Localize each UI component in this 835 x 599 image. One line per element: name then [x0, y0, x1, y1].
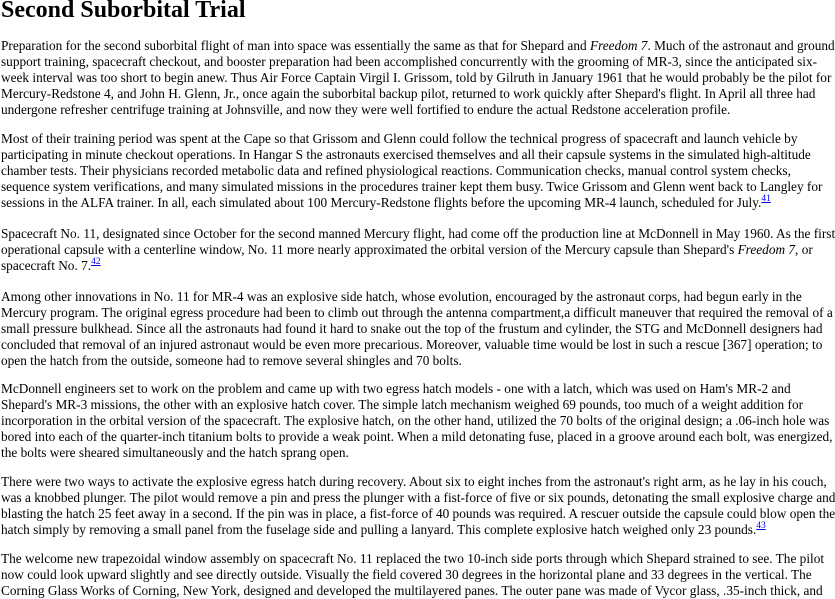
text-line	[1, 242, 813, 258]
italic-title: Freedom 7	[589, 38, 648, 53]
text-line	[1, 102, 800, 118]
text-run: sequence system verifications, and many simulated missions in the procedures trainer kept them busy. Twice Grissom and Glenn went back to Langley for	[1, 179, 823, 194]
text-run: concluded that removal of an injured astronaut would be even more precarious. Moreover, valuable time would be lost in such a rescue [367] operation; to	[1, 337, 823, 352]
text-run: the bolts were sheared simultaneously and the hatch sprang open.	[1, 445, 349, 460]
text-line	[1, 38, 835, 54]
text-run: hatch simply by removing a small panel from the fuselage side and pulling a lanyard. This complete explosive hatch weighed only 23 pounds.	[1, 522, 757, 537]
paragraph	[1, 381, 833, 461]
text-run: undergone refresher centrifuge training at Johnsville, and now they were well fortified to endure the actual Redstone acceleration profile.	[1, 102, 731, 117]
text-run: open the hatch from the outside, someone had to remove several shingles and 70 bolts.	[1, 353, 462, 368]
text-line	[1, 163, 800, 179]
text-run: week interval was too short to begin anew. Thus Air Force Captain Virgil I. Grissom, told by Gilruth in January 1961 that he would probably be the pilot for	[1, 70, 832, 85]
footnote-link[interactable]: 42	[91, 257, 101, 267]
text-line	[1, 289, 800, 305]
footnote-link[interactable]: 43	[756, 521, 766, 531]
paragraph	[1, 38, 835, 118]
paragraph	[1, 226, 835, 274]
text-line	[1, 506, 835, 522]
text-run: Mercury-Redstone 4, and John H. Glenn, Jr., once again the suborbital backup pilot, returned to work quickly after Shepard's flight. In April all three had	[1, 86, 816, 101]
text-run: Corning Glass Works of Corning, New York, designed and developed the multilayered panes. The outer pane was made of Vycor glass, .35-inch thick, and	[1, 583, 823, 598]
text-line	[1, 337, 823, 353]
text-line	[1, 353, 800, 369]
text-run: Shepard's MR-3 missions, the other with an explosive hatch cover. The simple latch mechanism weighed 69 pounds, too much of a weight addition for	[1, 397, 804, 412]
text-run: . Much of the astronaut and ground	[647, 38, 835, 53]
text-run: sessions in the ALFA trainer. In all, each simulated about 100 Mercury-Redstone flights before the upcoming MR-4 launch, scheduled for July.	[1, 195, 762, 210]
text-line	[1, 258, 800, 274]
text-line	[1, 147, 811, 163]
text-run: The welcome new trapezoidal window assembly on spacecraft No. 11 replaced the two 10-inch side ports through which Shepard strained to see. The pilot	[1, 551, 825, 566]
text-line	[1, 226, 835, 242]
text-run: Preparation for the second suborbital flight of man into space was essentially the same as that for Shepard and	[1, 38, 590, 53]
text-line	[1, 522, 800, 538]
italic-title: Freedom 7	[737, 242, 796, 257]
text-line	[1, 445, 800, 461]
text-run: McDonnell engineers set to work on the problem and came up with two egress hatch models - one with a latch, which was used on Ham's MR-2 and	[1, 381, 791, 396]
text-line	[1, 551, 825, 567]
text-line	[1, 583, 823, 599]
text-run: operational capsule with a centerline window, No. 11 more nearly approximated the orbital version of the Mercury capsule than Shepard's	[1, 242, 738, 257]
text-line	[1, 179, 823, 195]
text-run: chamber tests. Their physicians recorded metabolic data and refined physiological reactions. Communication checks, manual control system checks,	[1, 163, 791, 178]
text-run: Spacecraft No. 11, designated since October for the second manned Mercury flight, had come off the production line at McDonnell in May 1960. As the first	[1, 226, 835, 241]
page-title: Second Suborbital Trial	[1, 0, 246, 23]
text-run: Most of their training period was spent at the Cape so that Grissom and Glenn could follow the technical progress of spacecraft and launch vehicle by	[1, 131, 798, 146]
footnote-link[interactable]: 41	[761, 194, 771, 204]
paragraph	[1, 551, 825, 599]
text-run: small pressure bulkhead. Since all the astronauts had found it hard to snake out the top of the frustum and cylinder, the STG and McDonnell designers had	[1, 321, 823, 336]
text-line	[1, 86, 816, 102]
text-run: blasting the hatch 25 feet away in a second. If the pin was in place, a fist-force of 40 pounds was required. A rescuer outside the capsule could blow open the	[1, 506, 835, 521]
text-line	[1, 131, 800, 147]
text-run: was a knobbed plunger. The pilot would remove a pin and press the plunger with a fist-force of five or six pounds, detonating the small explosive charge and	[1, 490, 835, 505]
text-run: , or	[795, 242, 813, 257]
text-run: bored into each of the quarter-inch titanium bolts to provide a weak point. When a mild detonating fuse, placed in a groove around each bolt, was energized,	[1, 429, 833, 444]
paragraph	[1, 131, 823, 211]
text-line	[1, 70, 832, 86]
text-line	[1, 321, 823, 337]
text-run: incorporation in the orbital version of the spacecraft. The explosive hatch, on the other hand, utilized the 70 bolts of the original design; a .06-inch hole was	[1, 413, 830, 428]
text-run: Among other innovations in No. 11 for MR-4 was an explosive side hatch, whose evolution, encouraged by the astronaut corps, had begun early in the	[1, 289, 802, 304]
text-line	[1, 474, 827, 490]
text-line	[1, 381, 800, 397]
text-line	[1, 195, 800, 211]
text-run: support training, spacecraft checkout, and booster preparation had been accomplished concurrently with the grooming of MR-3, since the anticipated six-	[1, 54, 818, 69]
text-line	[1, 567, 812, 583]
text-line	[1, 397, 804, 413]
text-line	[1, 305, 833, 321]
text-run: There were two ways to activate the explosive egress hatch during recovery. About six to eight inches from the astronaut's right arm, as he lay in his couch,	[1, 474, 827, 489]
text-run: spacecraft No. 7.	[1, 258, 92, 273]
text-line	[1, 413, 830, 429]
paragraph	[1, 289, 833, 369]
text-line	[1, 54, 818, 70]
text-line	[1, 490, 835, 506]
text-run: now could look upward slightly and see directly outside. Visually the field covered 30 degrees in the horizontal plane and 33 degrees in the vertical. The	[1, 567, 812, 582]
text-run: participating in minute checkout operations. In Hangar S the astronauts exercised themselves and all their capsule systems in the simulated high-altitude	[1, 147, 811, 162]
text-line	[1, 429, 833, 445]
text-run: Mercury program. The original egress procedure had been to climb out through the antenna compartment,a difficult maneuver that required the removal of a	[1, 305, 833, 320]
paragraph	[1, 474, 835, 538]
